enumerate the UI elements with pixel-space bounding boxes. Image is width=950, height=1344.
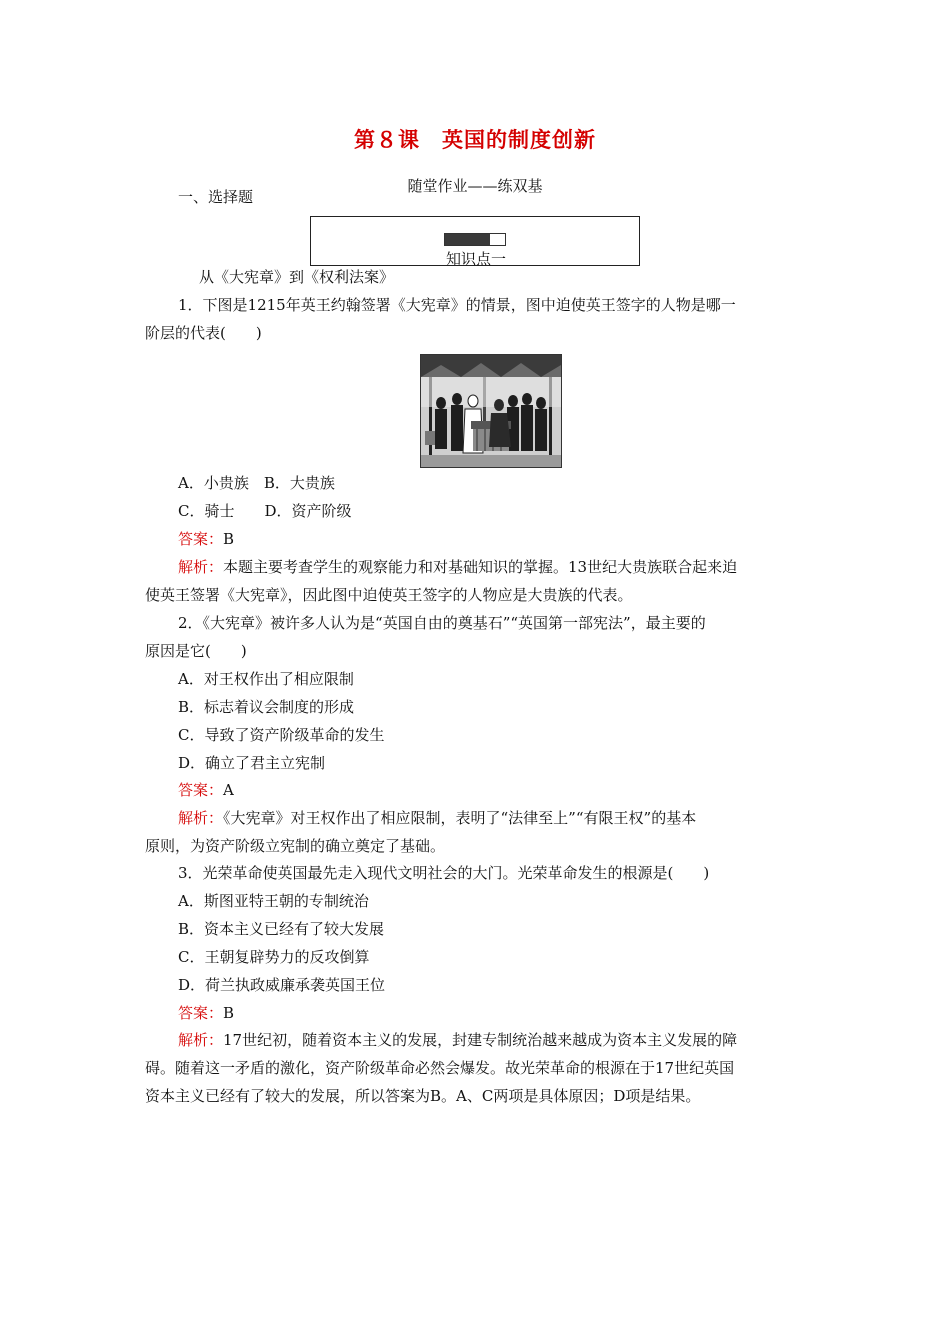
- analysis-label: 解析：: [178, 809, 224, 827]
- question-3-option-d: D．荷兰执政威廉承袭英国王位: [178, 976, 386, 994]
- question-1-answer: [178, 529, 234, 549]
- answer-value: A: [223, 781, 234, 799]
- question-1-analysis-line1: [178, 557, 737, 577]
- analysis-text: 本题主要考查学生的观察能力和对基础知识的掌握。13世纪大贵族联合起来迫: [223, 558, 738, 576]
- question-3-analysis-line2: 碍。随着这一矛盾的激化，资产阶级革命必然会爆发。故光荣革命的根源在于17世纪英国: [145, 1059, 735, 1077]
- knowledge-progress-bar: [444, 233, 506, 246]
- question-2-stem-line2: 原因是它( ): [145, 642, 247, 660]
- knowledge-point-box: [310, 216, 640, 266]
- question-2-option-a: A．对王权作出了相应限制: [178, 670, 354, 688]
- analysis-text: 17世纪初，随着资本主义的发展，封建专制统治越来越成为资本主义发展的障: [223, 1031, 738, 1049]
- knowledge-point-label: 知识点一: [445, 250, 506, 268]
- analysis-label: 解析：: [178, 558, 224, 576]
- knowledge-progress-fill: [445, 234, 490, 245]
- analysis-label: 解析：: [178, 1031, 224, 1049]
- question-3-stem: 3．光荣革命使英国最先走入现代文明社会的大门。光荣革命发生的根源是( ): [178, 864, 710, 882]
- question-1-options-line1: A．小贵族 B．大贵族: [178, 474, 335, 492]
- answer-value: B: [223, 1004, 235, 1022]
- page-subtitle: 随堂作业——练双基: [407, 177, 543, 195]
- question-1-options-line2: C．骑士 D．资产阶级: [178, 502, 352, 520]
- question-3-answer: [178, 1003, 234, 1023]
- question-2-answer: [178, 780, 234, 800]
- question-2-option-d: D．确立了君主立宪制: [178, 754, 326, 772]
- analysis-text: 《大宪章》对王权作出了相应限制，表明了“法律至上”“有限王权”的基本: [223, 809, 697, 827]
- question-1-stem-line2: 阶层的代表( ): [145, 324, 262, 342]
- topic-heading: 从《大宪章》到《权利法案》: [199, 268, 395, 286]
- question-3-option-b: B．资本主义已经有了较大发展: [178, 920, 385, 938]
- answer-label: 答案：: [178, 530, 224, 548]
- question-2-analysis-line2: 原则，为资产阶级立宪制的确立奠定了基础。: [145, 837, 446, 855]
- answer-value: B: [223, 530, 235, 548]
- section-heading: 一、选择题: [178, 188, 254, 206]
- page-title: 第８课 英国的制度创新: [354, 128, 596, 152]
- question-3-option-a: A．斯图亚特王朝的专制统治: [178, 892, 369, 910]
- answer-label: 答案：: [178, 781, 224, 799]
- question-3-option-c: C．王朝复辟势力的反攻倒算: [178, 948, 370, 966]
- question-2-option-c: C．导致了资产阶级革命的发生: [178, 726, 385, 744]
- engraving-illustration: [421, 355, 561, 467]
- question-3-analysis-line3: 资本主义已经有了较大的发展，所以答案为B。A、C两项是具体原因；D项是结果。: [145, 1087, 701, 1105]
- question-2-option-b: B．标志着议会制度的形成: [178, 698, 355, 716]
- question-1-stem-line1: 1．下图是1215年英王约翰签署《大宪章》的情景，图中迫使英王签字的人物是哪一: [178, 296, 736, 314]
- answer-label: 答案：: [178, 1004, 224, 1022]
- question-2-stem-line1: 2．《大宪章》被许多人认为是“英国自由的奠基石”“英国第一部宪法”，最主要的: [178, 614, 706, 632]
- magna-carta-engraving: [420, 354, 562, 468]
- question-3-analysis-line1: [178, 1030, 737, 1050]
- question-2-analysis-line1: [178, 808, 696, 828]
- question-1-analysis-line2: 使英王签署《大宪章》，因此图中迫使英王签字的人物应是大贵族的代表。: [145, 586, 633, 604]
